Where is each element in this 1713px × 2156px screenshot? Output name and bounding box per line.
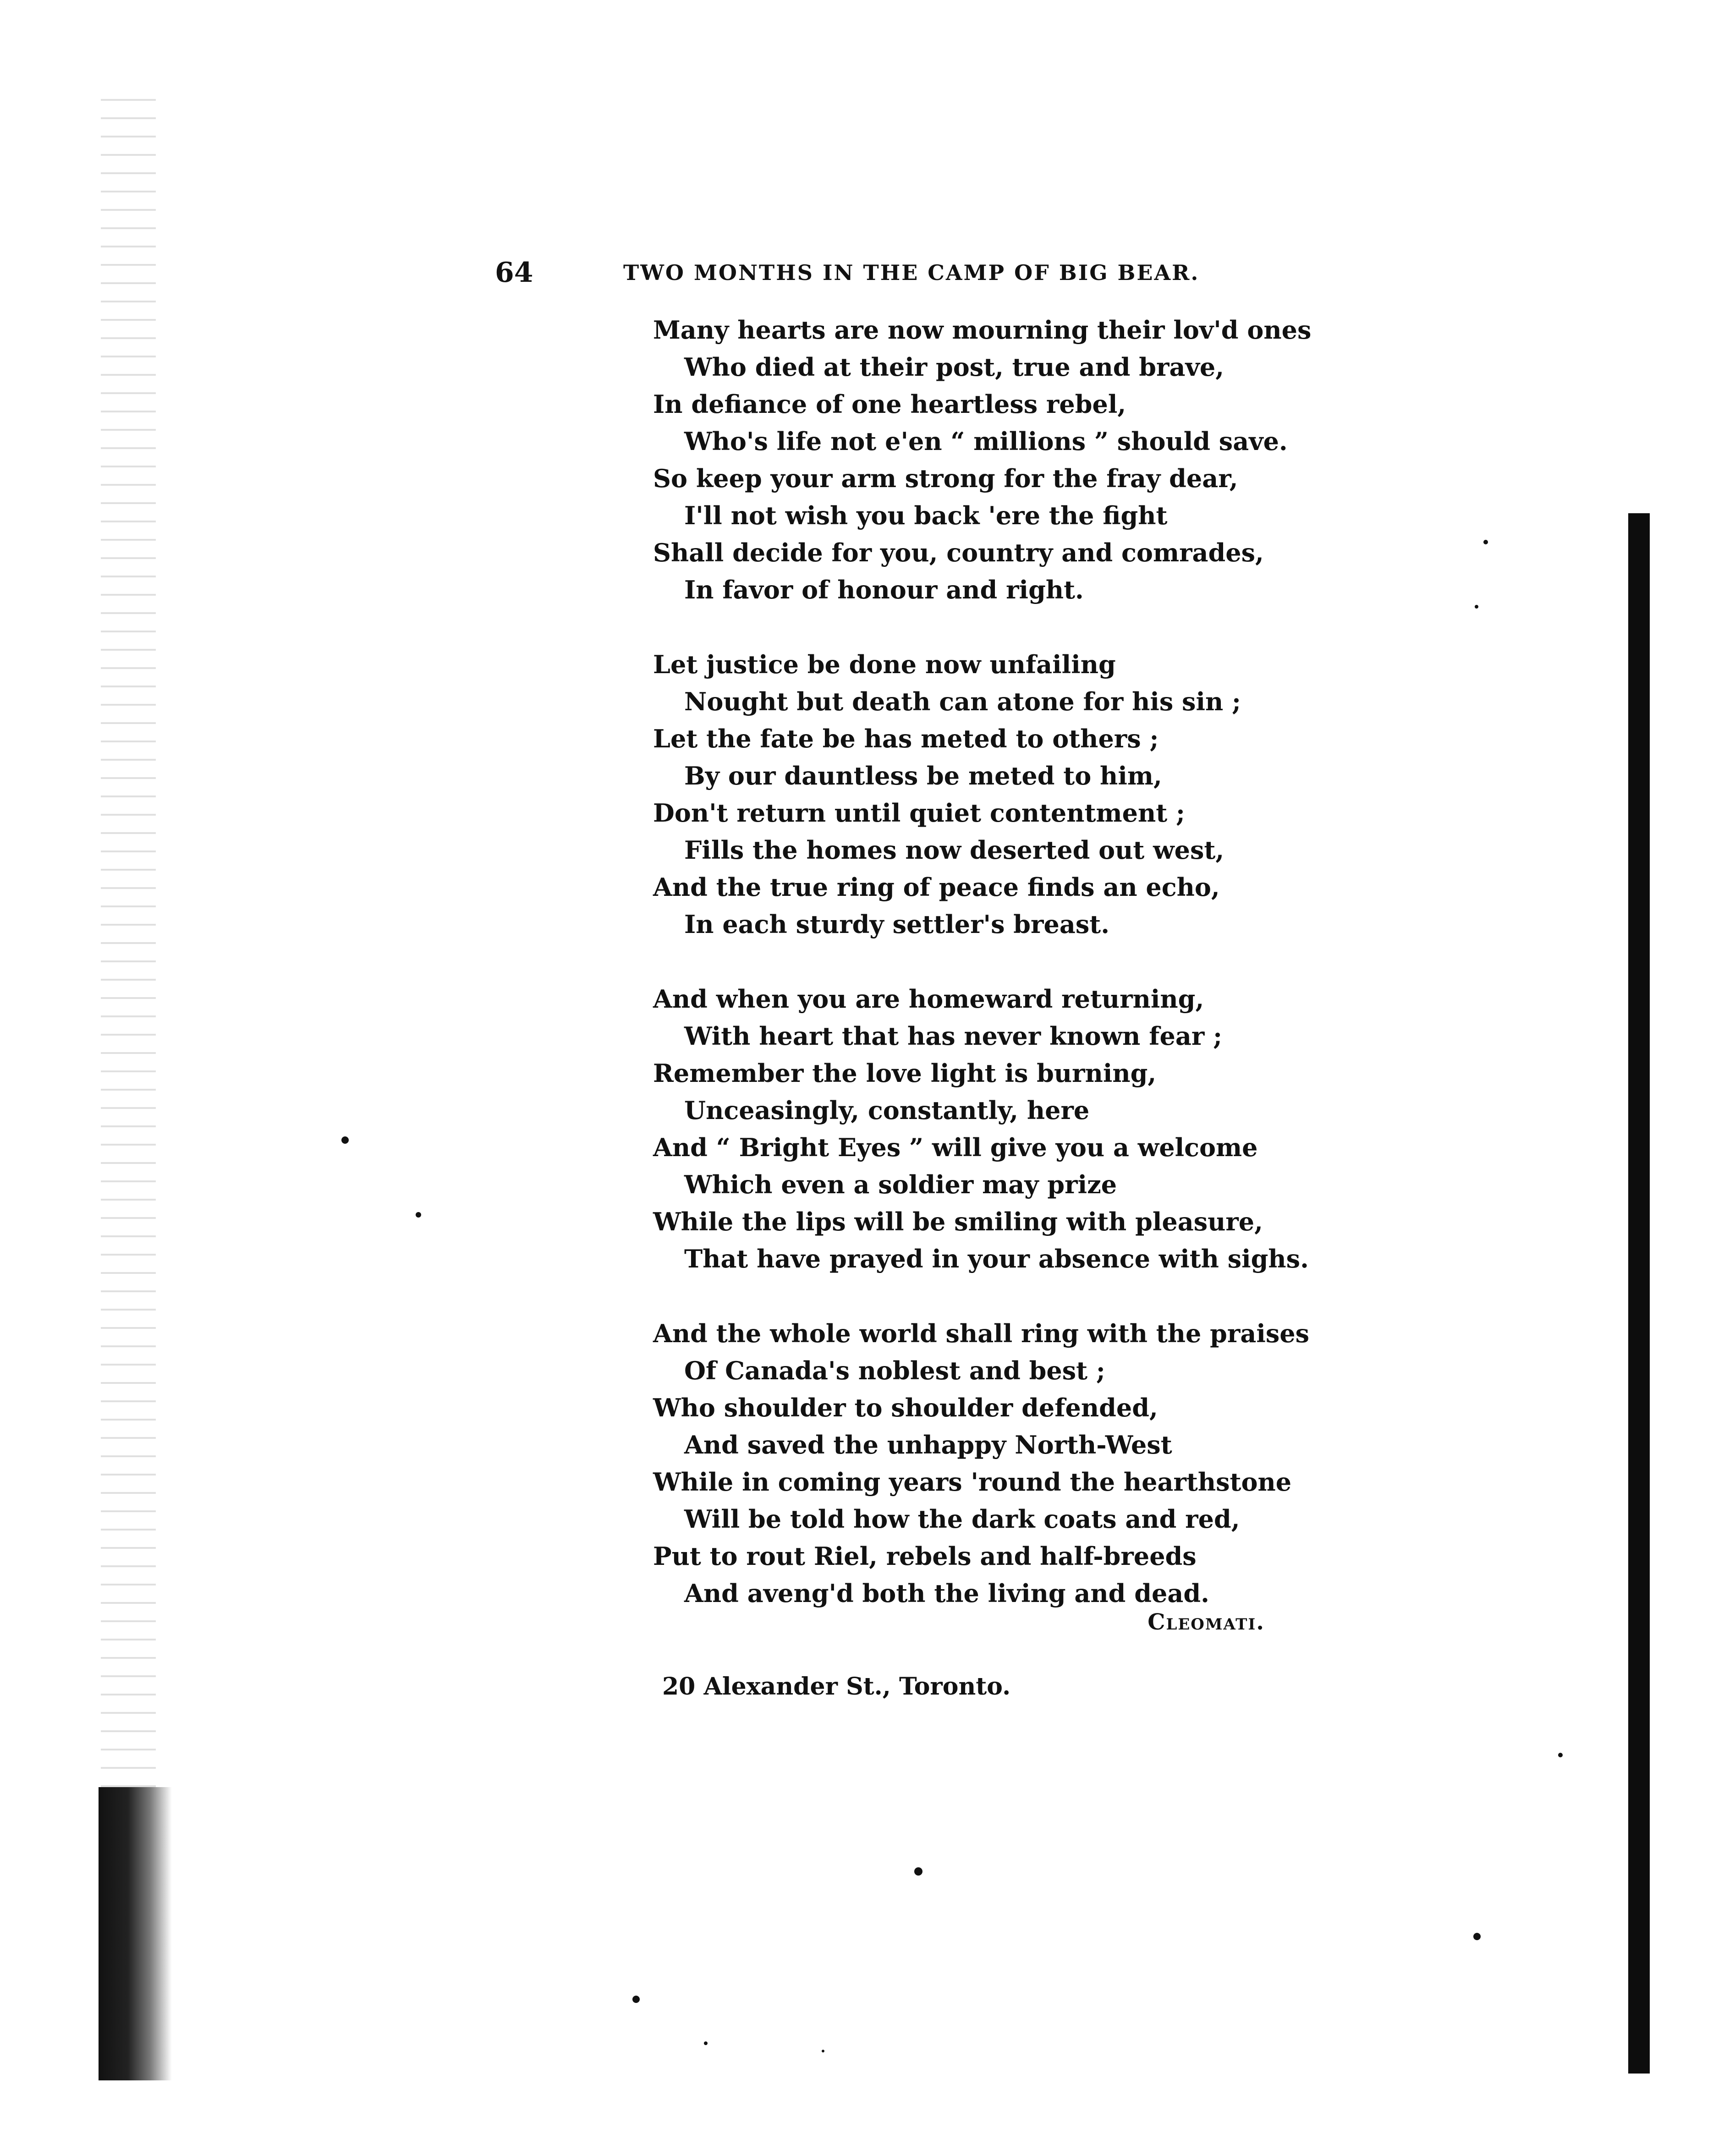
scan-speck — [1483, 540, 1488, 544]
scan-speck — [632, 1996, 640, 2003]
poem-line: While the lips will be smiling with pleasure, — [653, 1207, 1263, 1236]
poem-signature: Cleomati. — [1147, 1609, 1265, 1635]
scan-speck — [1558, 1753, 1563, 1757]
poem-line: Who's life not e'en “ millions ” should save. — [684, 427, 1288, 456]
poem-address: 20 Alexander St., Toronto. — [662, 1673, 1011, 1701]
binding-gutter-shadow — [99, 1787, 172, 2080]
poem-line: Who shoulder to shoulder defended, — [653, 1393, 1158, 1422]
scan-speck — [822, 2050, 824, 2052]
poem-line: Who died at their post, true and brave, — [684, 352, 1224, 382]
poem-line: Don't return until quiet contentment ; — [653, 798, 1185, 828]
poem-line: Shall decide for you, country and comrades, — [653, 538, 1264, 567]
poem-line: Of Canada's noblest and best ; — [684, 1356, 1105, 1385]
poem — [653, 312, 1312, 1650]
poem-line: And “ Bright Eyes ” will give you a welcome — [653, 1133, 1258, 1162]
stanza — [653, 312, 1312, 609]
scan-speck — [341, 1136, 349, 1144]
poem-line: Unceasingly, constantly, here — [684, 1096, 1090, 1125]
poem-line: Fills the homes now deserted out west, — [684, 835, 1224, 865]
poem-line: Many hearts are now mourning their lov'd ones — [653, 315, 1312, 345]
poem-line: In defiance of one heartless rebel, — [653, 390, 1126, 419]
poem-line: While in coming years 'round the hearthstone — [653, 1467, 1292, 1497]
running-head — [495, 257, 1283, 289]
page-edge-bar — [1628, 513, 1650, 2074]
poem-line: I'll not wish you back 'ere the fight — [684, 501, 1168, 530]
poem-line: Nought but death can atone for his sin ; — [684, 687, 1241, 716]
poem-line: And the true ring of peace finds an echo, — [653, 872, 1220, 902]
binding-edge-texture — [101, 82, 156, 1787]
running-title: TWO MONTHS IN THE CAMP OF BIG BEAR. — [623, 260, 1200, 285]
poem-line: In favor of honour and right. — [684, 575, 1084, 604]
poem-line: Let the fate be has meted to others ; — [653, 724, 1159, 753]
poem-line: That have prayed in your absence with sighs. — [684, 1244, 1309, 1273]
poem-line: So keep your arm strong for the fray dear, — [653, 464, 1238, 493]
poem-line: And aveng'd both the living and dead. — [684, 1579, 1209, 1608]
poem-line: Remember the love light is burning, — [653, 1059, 1157, 1088]
scan-speck — [704, 2041, 708, 2045]
poem-line: Put to rout Riel, rebels and half-breeds — [653, 1542, 1197, 1571]
stanza — [653, 646, 1304, 943]
scan-speck — [914, 1867, 922, 1876]
stanza — [653, 1315, 1310, 1612]
poem-line: With heart that has never known fear ; — [684, 1021, 1222, 1051]
poem-line: Will be told how the dark coats and red, — [684, 1504, 1240, 1534]
poem-line: Let justice be done now unfailing — [653, 650, 1116, 679]
page-number: 64 — [495, 257, 533, 289]
stanza — [653, 981, 1309, 1278]
poem-line: Which even a soldier may prize — [684, 1170, 1117, 1199]
scan-speck — [416, 1212, 421, 1218]
poem-line: And when you are homeward returning, — [653, 984, 1204, 1014]
scan-speck — [1473, 1933, 1481, 1940]
poem-line: And the whole world shall ring with the praises — [653, 1319, 1310, 1348]
scan-speck — [1475, 605, 1478, 609]
poem-line: By our dauntless be meted to him, — [684, 761, 1162, 790]
poem-line: In each sturdy settler's breast. — [684, 910, 1109, 939]
poem-line: And saved the unhappy North-West — [684, 1430, 1172, 1459]
